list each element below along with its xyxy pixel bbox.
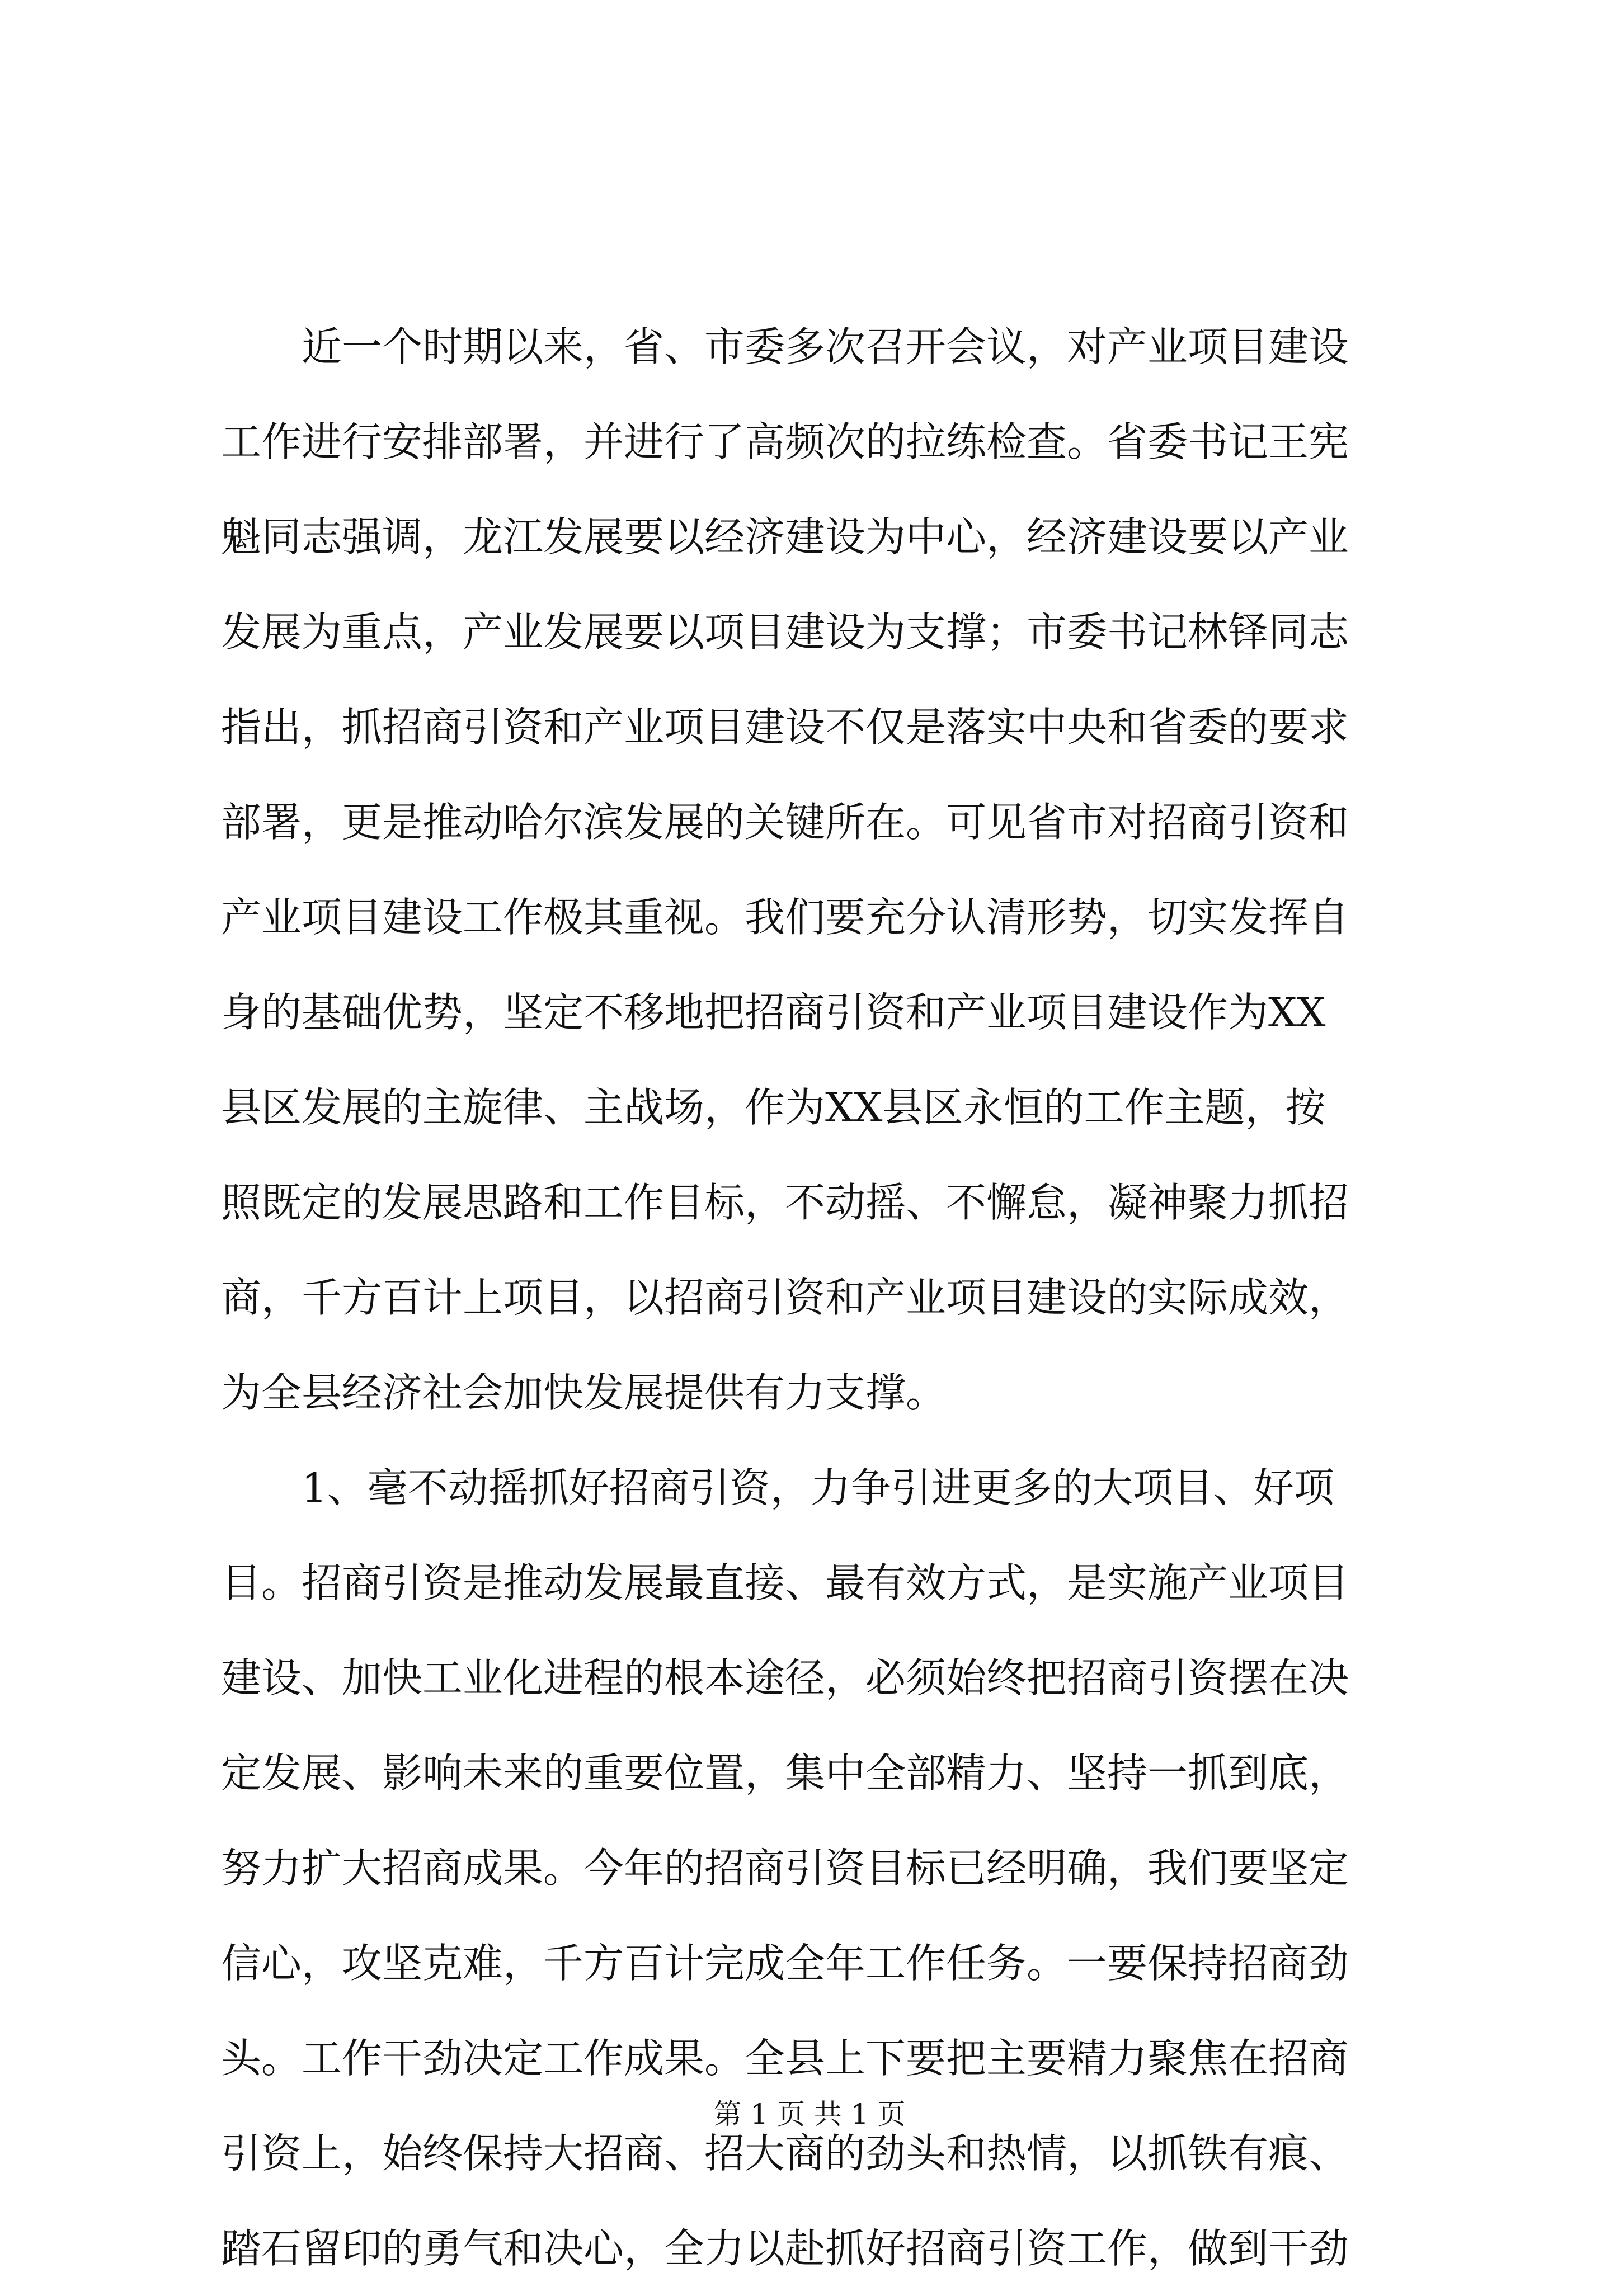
text-line: 产业项目建设工作极其重视。我们要充分认清形势，切实发挥自	[221, 894, 1349, 941]
text-line: 近一个时期以来，省、市委多次召开会议，对产业项目建设	[221, 323, 1349, 370]
text-line: 身的基础优势，坚定不移地把招商引资和产业项目建设作为XX	[221, 989, 1326, 1036]
text-line: 头。工作干劲决定工作成果。全县上下要把主要精力聚焦在招商	[221, 2035, 1349, 2082]
text-line: 工作进行安排部署，并进行了高频次的拉练检查。省委书记王宪	[221, 418, 1349, 465]
text-line: 1、毫不动摇抓好招商引资，力争引进更多的大项目、好项	[221, 1464, 1334, 1511]
text-line: 发展为重点，产业发展要以项目建设为支撑；市委书记林铎同志	[221, 609, 1349, 656]
text-line: 目。招商引资是推动发展最直接、最有效方式，是实施产业项目	[221, 1559, 1349, 1606]
text-line: 指出，抓招商引资和产业项目建设不仅是落实中央和省委的要求	[221, 704, 1349, 751]
text-line: 为全县经济社会加快发展提供有力支撑。	[221, 1369, 947, 1416]
text-line: 定发展、影响未来的重要位置，集中全部精力、坚持一抓到底，	[221, 1750, 1349, 1797]
text-line: 魁同志强调，龙江发展要以经济建设为中心，经济建设要以产业	[221, 513, 1349, 560]
page-number-footer: 第 1 页 共 1 页	[713, 2098, 906, 2130]
document-body	[221, 299, 1418, 2296]
text-line: 努力扩大招商成果。今年的招商引资目标已经明确，我们要坚定	[221, 1845, 1349, 1892]
text-line: 部署，更是推动哈尔滨发展的关键所在。可见省市对招商引资和	[221, 799, 1349, 846]
text-line: 县区发展的主旋律、主战场，作为XX县区永恒的工作主题，按	[221, 1084, 1326, 1131]
text-line: 踏石留印的勇气和决心，全力以赴抓好招商引资工作，做到干劲	[221, 2225, 1349, 2272]
text-line: 引资上，始终保持大招商、招大商的劲头和热情，以抓铁有痕、	[221, 2130, 1349, 2177]
text-line: 照既定的发展思路和工作目标，不动摇、不懈怠，凝神聚力抓招	[221, 1179, 1349, 1226]
text-line: 建设、加快工业化进程的根本途径，必须始终把招商引资摆在决	[221, 1654, 1349, 1701]
text-line: 商，千方百计上项目，以招商引资和产业项目建设的实际成效，	[221, 1274, 1349, 1321]
text-line: 信心，攻坚克难，千方百计完成全年工作任务。一要保持招商劲	[221, 1940, 1349, 1987]
